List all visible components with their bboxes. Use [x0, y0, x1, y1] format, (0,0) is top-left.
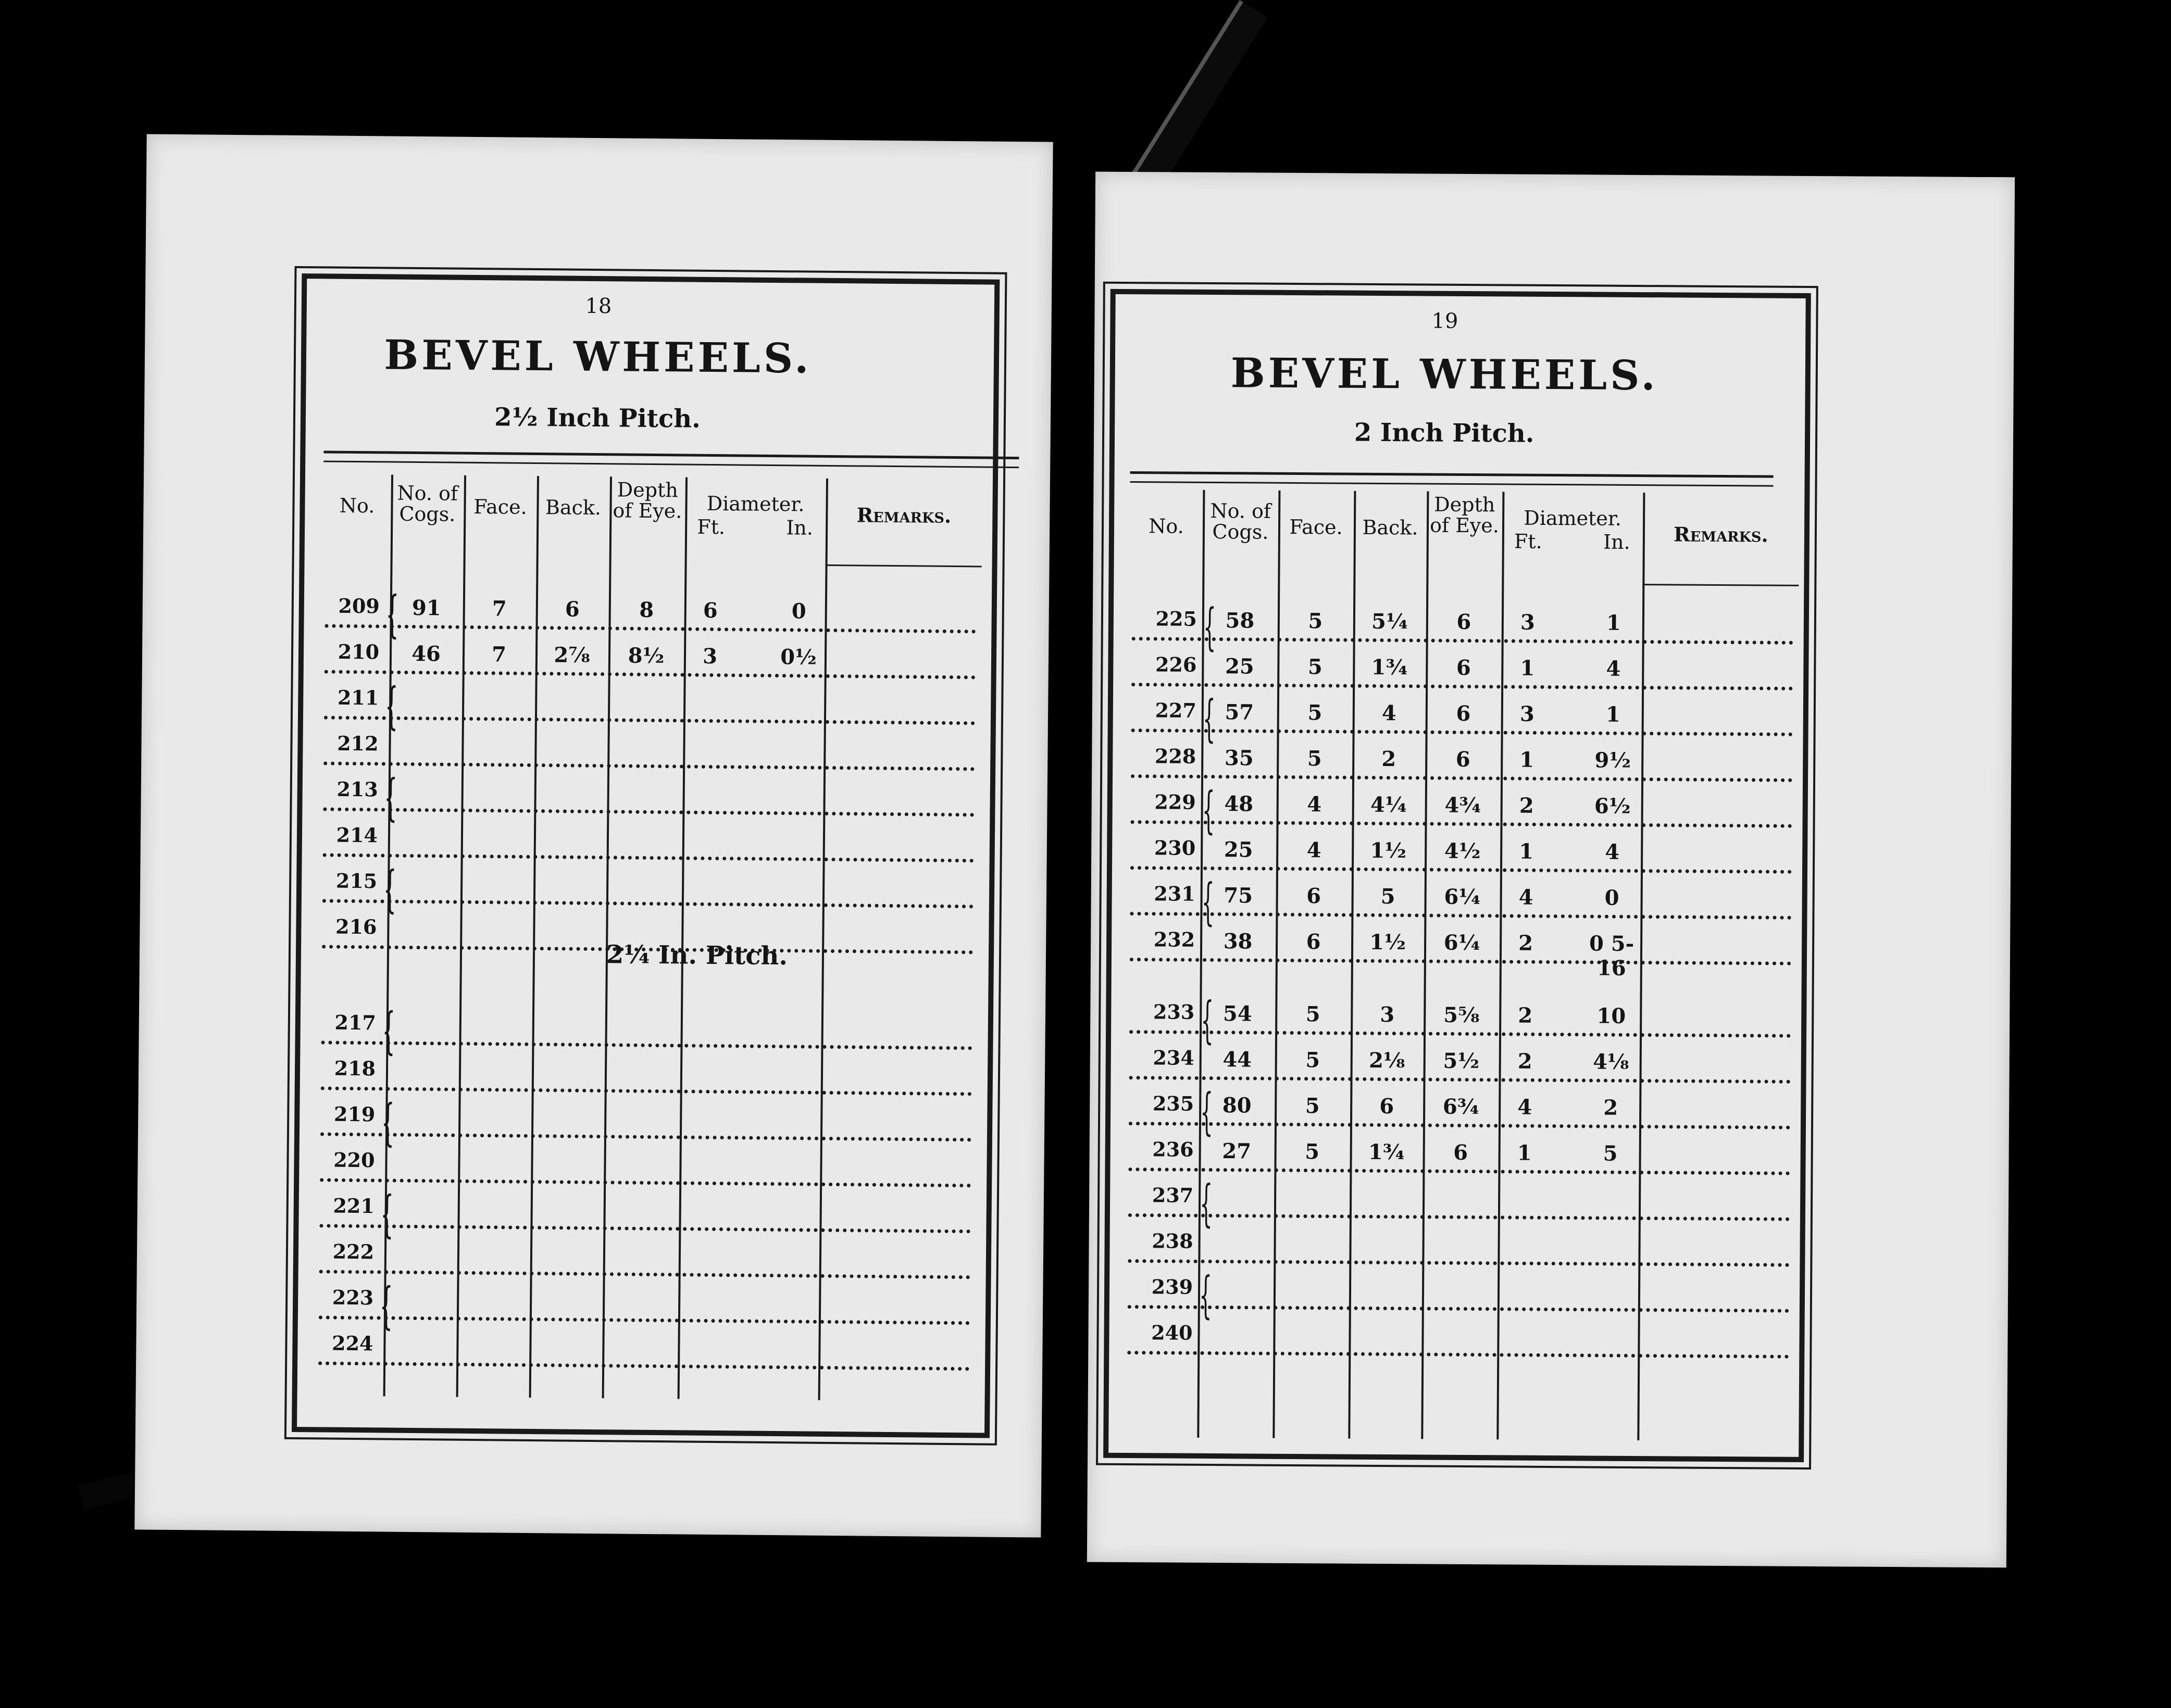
cell-in: 4 [1606, 656, 1621, 681]
col-header-diameter: Diameter. [1524, 506, 1622, 530]
cell-depth: 6¾ [1442, 1094, 1479, 1120]
row-pair-brace: { [1203, 597, 1216, 657]
row-pair-brace: { [379, 1276, 393, 1335]
page-number: 19 [1431, 309, 1458, 333]
cell-face: 5 [1305, 1139, 1320, 1164]
row-number: 231 [1154, 882, 1195, 906]
cell-back: 4 [1381, 701, 1396, 726]
col-header-cogs: No. of Cogs. [397, 481, 458, 526]
cell-cogs: 38 [1223, 929, 1253, 954]
row-number: 219 [333, 1102, 376, 1126]
cell-cogs: 57 [1225, 700, 1254, 725]
row-pair-brace: { [381, 1093, 395, 1152]
row-number: 235 [1152, 1091, 1194, 1115]
cell-cogs: 27 [1222, 1139, 1252, 1164]
cell-face: 5 [1305, 1002, 1320, 1027]
col-header-in: In. [1603, 530, 1630, 554]
page-number: 18 [585, 294, 612, 319]
cell-ft: 2 [1517, 1049, 1532, 1074]
row-number: 209 [338, 594, 380, 618]
cell-depth: 6 [1456, 701, 1471, 726]
cell-depth: 6¼ [1444, 884, 1481, 910]
col-header-no: No. [339, 494, 375, 518]
cell-depth: 6 [1453, 1140, 1468, 1165]
cell-back: 1½ [1370, 838, 1407, 863]
row-number: 227 [1155, 698, 1196, 722]
cell-back: 6 [565, 597, 580, 622]
cell-ft: 3 [1520, 610, 1535, 635]
cell-depth: 4¾ [1444, 793, 1481, 818]
cell-in: 5 [1603, 1141, 1618, 1166]
cell-depth: 5⅝ [1443, 1002, 1480, 1028]
cell-face: 5 [1307, 655, 1322, 680]
row-number: 216 [335, 914, 377, 939]
col-header-back: Back. [1362, 516, 1418, 539]
col-header-depth: Depth of Eye. [613, 478, 682, 523]
row-pair-brace: { [1201, 872, 1215, 932]
cell-depth: 6 [1456, 655, 1471, 681]
row-pair-brace: { [380, 1185, 394, 1244]
row-number: 224 [331, 1331, 373, 1355]
row-number: 226 [1155, 652, 1197, 676]
cell-back: 1½ [1369, 930, 1406, 955]
row-number: 238 [1152, 1229, 1193, 1253]
cell-ft: 1 [1519, 747, 1534, 772]
row-number: 234 [1153, 1046, 1194, 1070]
cell-in: 2 [1603, 1095, 1618, 1120]
row-number: 218 [334, 1056, 376, 1081]
cell-face: 5 [1308, 609, 1323, 634]
cell-in: 6½ [1594, 794, 1631, 819]
cell-cogs: 25 [1224, 837, 1253, 862]
cell-in: 10 [1596, 1003, 1626, 1028]
cell-ft: 3 [702, 644, 718, 669]
cell-depth: 6 [1456, 609, 1471, 635]
cell-face: 7 [491, 642, 507, 667]
cell-face: 4 [1307, 792, 1322, 817]
cell-cogs: 25 [1225, 654, 1254, 679]
cell-cogs: 44 [1222, 1047, 1252, 1072]
cell-back: 1¾ [1371, 655, 1408, 680]
cell-face: 5 [1305, 1048, 1320, 1073]
cell-cogs: 80 [1222, 1093, 1252, 1118]
cell-in: 0½ [780, 645, 817, 670]
row-pair-brace: { [384, 676, 398, 735]
row-number: 229 [1154, 790, 1196, 814]
cell-in: 1 [1605, 702, 1620, 727]
row-number: 213 [336, 777, 378, 801]
cell-in: 0 5-16 [1589, 931, 1635, 981]
cell-face: 5 [1307, 700, 1322, 725]
row-pair-brace: { [1200, 1082, 1214, 1141]
row-number: 211 [337, 685, 379, 710]
row-pair-brace: { [385, 585, 399, 644]
cell-cogs: 35 [1224, 746, 1254, 771]
cell-face: 5 [1305, 1094, 1320, 1119]
cell-cogs: 46 [411, 641, 441, 667]
row-pair-brace: { [384, 768, 397, 827]
row-number: 223 [332, 1285, 374, 1310]
cell-back: 3 [1380, 1002, 1395, 1027]
cell-back: 2 [1381, 747, 1396, 772]
cell-face: 6 [1306, 930, 1321, 955]
section-pitch-label: 2¼ In. Pitch. [606, 940, 788, 971]
cell-depth: 6¼ [1443, 930, 1480, 956]
col-header-cogs: No. of Cogs. [1210, 499, 1271, 544]
cell-ft: 2 [1518, 931, 1533, 956]
col-header-remarks: Remarks. [856, 503, 952, 528]
cell-ft: 6 [703, 598, 718, 623]
cell-in: 0 [1604, 885, 1619, 910]
row-number: 217 [334, 1010, 377, 1035]
cell-back: 5¼ [1371, 609, 1408, 634]
row-number: 228 [1154, 744, 1196, 768]
page-title: BEVEL WHEELS. [384, 331, 812, 383]
row-number: 237 [1152, 1183, 1194, 1207]
cell-face: 6 [1306, 884, 1321, 909]
col-header-ft: Ft. [697, 515, 726, 539]
right-page [1087, 172, 2015, 1568]
col-header-diameter: Diameter. [706, 492, 805, 516]
cell-ft: 3 [1519, 701, 1534, 726]
cell-back: 4¼ [1370, 792, 1407, 818]
cell-ft: 1 [1519, 839, 1534, 864]
cell-in: 0 [791, 599, 806, 624]
cell-back: 2⅛ [1368, 1048, 1405, 1073]
row-number: 215 [335, 869, 378, 893]
col-header-no: No. [1149, 514, 1184, 538]
row-pair-brace: { [383, 860, 397, 919]
cell-face: 5 [1307, 746, 1322, 771]
col-header-face: Face. [473, 495, 527, 519]
row-number: 233 [1153, 1000, 1195, 1024]
col-header-back: Back. [545, 496, 602, 520]
row-number: 221 [333, 1194, 375, 1218]
left-page [134, 134, 1053, 1537]
cell-back: 5 [1380, 884, 1395, 909]
cell-ft: 4 [1517, 1095, 1532, 1120]
row-number: 220 [333, 1148, 375, 1172]
cell-in: 4⅛ [1592, 1049, 1629, 1074]
cell-ft: 4 [1518, 885, 1533, 910]
col-header-depth: Depth of Eye. [1429, 493, 1500, 537]
col-header-in: In. [786, 516, 814, 539]
cell-cogs: 58 [1225, 608, 1255, 633]
cell-in: 4 [1605, 839, 1620, 864]
row-number: 239 [1151, 1275, 1193, 1299]
cell-cogs: 75 [1224, 883, 1253, 908]
cell-back: 6 [1379, 1094, 1394, 1119]
cell-depth: 4½ [1444, 838, 1481, 864]
row-pair-brace: { [1201, 990, 1214, 1050]
col-header-face: Face. [1289, 515, 1343, 539]
cell-ft: 2 [1519, 793, 1534, 818]
row-pair-brace: { [1202, 689, 1216, 748]
row-pair-brace: { [1200, 1174, 1213, 1233]
row-number: 232 [1153, 927, 1195, 951]
cell-in: 1 [1606, 610, 1621, 635]
cell-ft: 1 [1520, 656, 1535, 681]
row-number: 222 [332, 1239, 375, 1264]
row-number: 236 [1152, 1137, 1194, 1161]
pitch-subtitle: 2 Inch Pitch. [1354, 418, 1534, 448]
cell-cogs: 91 [411, 595, 441, 621]
cell-face: 7 [492, 596, 507, 621]
cell-back: 1¾ [1368, 1139, 1405, 1165]
row-pair-brace: { [382, 1001, 395, 1060]
cell-depth: 8½ [628, 643, 665, 669]
page-title: BEVEL WHEELS. [1230, 349, 1659, 400]
cell-ft: 1 [1517, 1140, 1532, 1165]
cell-in: 9½ [1594, 748, 1631, 773]
cell-cogs: 48 [1224, 792, 1254, 817]
row-pair-brace: { [1202, 781, 1215, 840]
cell-face: 4 [1306, 838, 1321, 863]
row-number: 230 [1154, 836, 1196, 860]
row-number: 210 [338, 639, 380, 664]
col-header-remarks: Remarks. [1673, 522, 1768, 547]
cell-depth: 6 [1455, 747, 1470, 772]
cell-back: 2⅞ [554, 643, 590, 668]
cell-depth: 8 [639, 597, 654, 622]
cell-ft: 2 [1518, 1003, 1533, 1028]
row-number: 212 [337, 731, 379, 756]
cell-cogs: 54 [1222, 1001, 1252, 1026]
row-number: 214 [336, 823, 378, 847]
pitch-subtitle: 2½ Inch Pitch. [494, 403, 701, 434]
row-pair-brace: { [1199, 1265, 1213, 1325]
col-header-ft: Ft. [1514, 530, 1542, 553]
cell-depth: 5½ [1443, 1048, 1480, 1074]
row-number: 225 [1155, 607, 1197, 631]
row-number: 240 [1151, 1321, 1193, 1345]
